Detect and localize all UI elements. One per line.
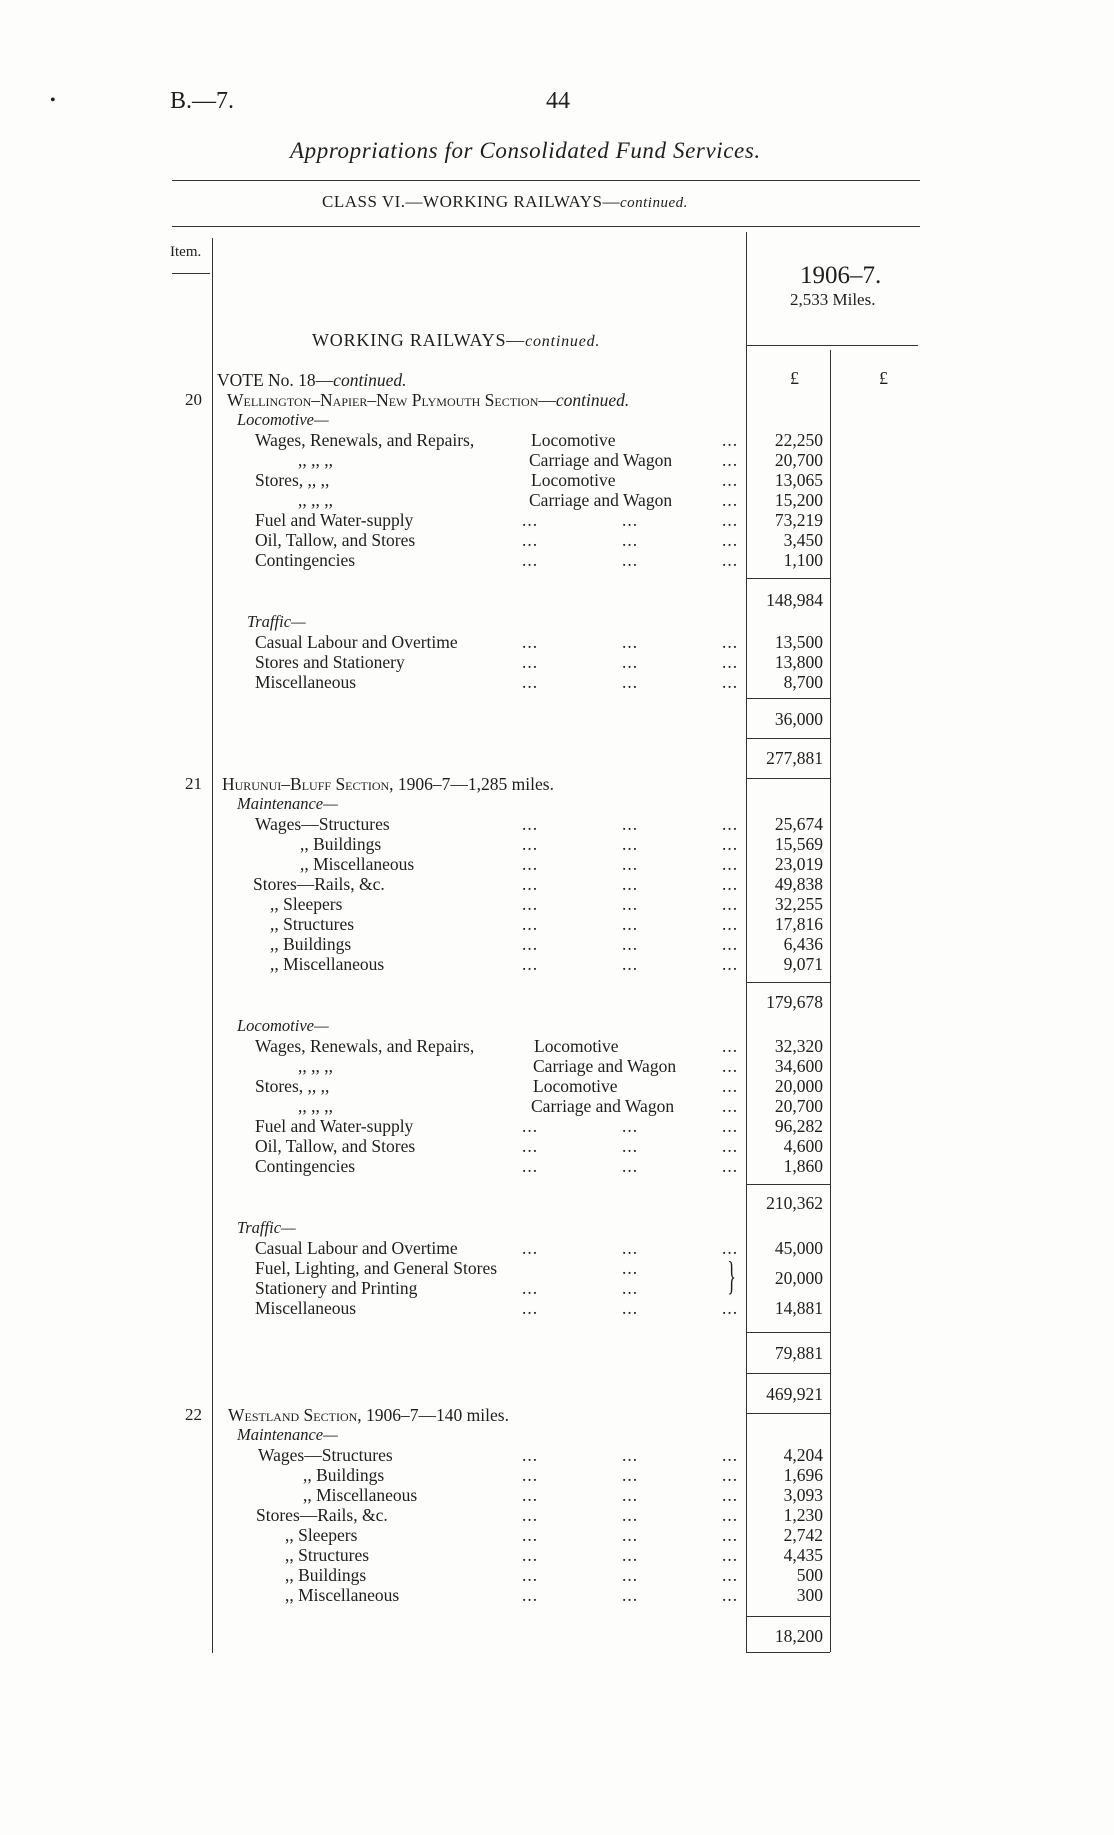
subtotal-rule [746,578,830,579]
class-heading-main: CLASS VI.—WORKING RAILWAYS— [322,192,620,211]
leader-dots: ... [622,672,639,692]
leader-dots: ... [722,1485,739,1505]
leader-dots: ... [522,1445,539,1465]
leader-dots: ... [522,1485,539,1505]
leader-dots: ... [522,854,539,874]
line-item-sublabel: Locomotive [534,1036,619,1056]
leader-dots: ... [622,1238,639,1258]
amount-divider-mid [830,350,831,1652]
item-total-amount: 469,921 [766,1384,823,1404]
line-item-label: Wages—Structures [255,814,390,834]
line-item-amount: 3,450 [783,530,823,550]
item-heading-name: Westland Section, [228,1405,362,1425]
line-item-label: Stores—Rails, &c. [256,1505,388,1525]
leader-dots: ... [622,510,639,530]
leader-dots: ... [722,632,739,652]
leader-dots: ... [722,1116,739,1136]
subtotal-rule [746,1184,830,1185]
leader-dots: ... [622,1505,639,1525]
line-item-label: ,, Structures [285,1545,370,1565]
line-item-label: ,, ,, ,, [298,490,333,510]
class-rule [172,226,920,227]
line-item-sublabel: Carriage and Wagon [529,490,673,510]
line-item-label: Casual Labour and Overtime [255,632,458,652]
line-item-amount: 45,000 [774,1238,823,1258]
line-item-amount: 1,230 [783,1505,823,1525]
line-item-label: ,, Buildings [285,1565,367,1585]
leader-dots: ... [622,914,639,934]
leader-dots: ... [522,1136,539,1156]
line-item-amount: 1,100 [783,550,823,570]
leader-dots: ... [522,874,539,894]
line-item-sublabel: Carriage and Wagon [531,1096,675,1116]
leader-dots: ... [622,1565,639,1585]
leader-dots: ... [522,1116,539,1136]
item-header-rule [172,273,210,274]
leader-dots: ... [522,1298,539,1318]
leader-dots: ... [622,652,639,672]
title-rule [172,180,920,181]
line-item-amount: 4,435 [783,1545,823,1565]
line-item-amount: 1,696 [783,1465,823,1485]
item-heading [228,1405,509,1425]
line-item-amount: 8,700 [783,672,823,692]
leader-dots: ... [622,1525,639,1545]
leader-dots: ... [622,954,639,974]
subheading-maintenance: Maintenance— [237,1425,338,1444]
line-item-label: Wages, Renewals, and Repairs, [255,430,475,450]
total-rule [746,778,830,779]
subtotal-amount: 210,362 [766,1193,823,1213]
line-item-amount: 13,065 [774,470,823,490]
subheading-traffic: Traffic— [247,612,306,631]
leader-dots: ... [722,814,739,834]
line-item-label: Contingencies [255,550,356,570]
leader-dots: ... [622,1278,639,1298]
leader-dots: ... [722,1585,739,1605]
leader-dots: ... [522,1565,539,1585]
line-item-label: Stationery and Printing [255,1278,418,1298]
subheading-maintenance: Maintenance— [237,794,338,813]
currency-sign-1: £ [790,368,799,388]
page-bullet: • [50,92,56,109]
leader-dots: ... [722,954,739,974]
subtotal-amount: 36,000 [774,709,823,729]
leader-dots: ... [522,954,539,974]
subtotal-rule [746,1332,830,1333]
line-item-amount: 6,436 [783,934,823,954]
leader-dots: ... [522,1278,539,1298]
item-column-header: Item. [170,244,202,260]
leader-dots: ... [622,1136,639,1156]
leader-dots: ... [522,814,539,834]
leader-dots: ... [722,530,739,550]
line-item-label: Fuel and Water-supply [255,510,414,530]
leader-dots: ... [622,834,639,854]
line-item-amount: 13,500 [774,632,823,652]
leader-dots: ... [522,914,539,934]
subtotal-rule [746,982,830,983]
leader-dots: ... [522,510,539,530]
leader-dots: ... [522,1585,539,1605]
leader-dots: ... [722,1076,739,1096]
vote-heading-main: VOTE No. 18— [217,370,334,390]
leader-dots: ... [722,1238,739,1258]
leader-dots: ... [722,510,739,530]
leader-dots: ... [522,632,539,652]
item-heading-name: Wellington–Napier–New Plymouth Section— [227,390,556,410]
leader-dots: ... [622,1465,639,1485]
line-item-label: Wages—Structures [258,1445,393,1465]
leader-dots: ... [722,470,739,490]
subtotal-rule [746,698,830,699]
leader-dots: ... [622,814,639,834]
leader-dots: ... [622,1116,639,1136]
leader-dots: ... [522,672,539,692]
leader-dots: ... [522,652,539,672]
class-heading [322,192,688,212]
leader-dots: ... [722,834,739,854]
leader-dots: ... [722,854,739,874]
line-item-label: Oil, Tallow, and Stores [255,530,416,550]
leader-dots: ... [722,914,739,934]
line-item-sublabel: Locomotive [533,1076,618,1096]
item-heading-italic: continued. [555,390,630,410]
leader-dots: ... [722,1505,739,1525]
miles-header: 2,533 Miles. [790,290,876,309]
section-title [312,330,600,351]
leader-dots: ... [722,1298,739,1318]
line-item-label: Miscellaneous [255,672,357,692]
item-heading-detail: 1906–7—1,285 miles. [397,774,554,794]
subtotal-amount: 79,881 [774,1343,823,1363]
item-heading [227,390,629,410]
leader-dots: ... [722,874,739,894]
item-number: 22 [185,1405,202,1424]
leader-dots: ... [622,1545,639,1565]
item-divider [212,238,213,1653]
line-item-label: Stores, ,, ,, [255,1076,330,1096]
leader-dots: ... [722,430,739,450]
leader-dots: ... [622,1485,639,1505]
line-item-label: Contingencies [255,1156,356,1176]
total-rule [746,738,830,739]
line-item-label: ,, ,, ,, [298,1056,333,1076]
line-item-amount: 20,700 [774,1096,823,1116]
line-item-label: ,, Miscellaneous [270,954,385,974]
leader-dots: ... [722,1156,739,1176]
item-number: 21 [185,774,202,793]
section-title-italic: continued. [525,333,601,350]
line-item-label: ,, Miscellaneous [303,1485,418,1505]
item-heading-name: Hurunui–Bluff Section, [222,774,394,794]
line-item-amount: 1,860 [783,1156,823,1176]
leader-dots: ... [522,834,539,854]
leader-dots: ... [622,1445,639,1465]
leader-dots: ... [722,652,739,672]
leader-dots: ... [622,1585,639,1605]
subheading-locomotive: Locomotive— [237,1016,329,1035]
line-item-amount: 4,204 [783,1445,823,1465]
line-item-label: Fuel, Lighting, and General Stores [255,1258,498,1278]
leader-dots: ... [622,854,639,874]
leader-dots: ... [622,874,639,894]
leader-dots: ... [722,672,739,692]
subheading-locomotive: Locomotive— [237,410,329,429]
line-item-sublabel: Carriage and Wagon [529,450,673,470]
leader-dots: ... [722,1545,739,1565]
page-number: 44 [546,88,570,114]
page-title: Appropriations for Consolidated Fund Services. [290,138,761,163]
vote-heading [217,370,407,391]
line-item-label: Wages, Renewals, and Repairs, [255,1036,475,1056]
subtotal-amount: 148,984 [766,590,823,610]
line-item-sublabel: Locomotive [531,470,616,490]
line-item-amount: 34,600 [774,1056,823,1076]
leader-dots: ... [722,1136,739,1156]
line-item-amount: 22,250 [774,430,823,450]
line-item-amount: 32,320 [774,1036,823,1056]
line-item-label: ,, Buildings [300,834,382,854]
line-item-amount: 73,219 [774,510,823,530]
year-header: 1906–7. [800,262,882,289]
vote-heading-italic: continued. [333,370,407,390]
leader-dots: ... [622,632,639,652]
item-total-amount: 277,881 [766,748,823,768]
line-item-label: Stores—Rails, &c. [253,874,385,894]
leader-dots: ... [722,1565,739,1585]
line-item-label: Stores and Stationery [255,652,405,672]
line-item-amount: 20,700 [774,450,823,470]
line-item-label: ,, Buildings [303,1465,385,1485]
line-item-amount: 2,742 [783,1525,823,1545]
line-item-amount: 9,071 [783,954,823,974]
leader-dots: ... [622,934,639,954]
line-item-label: ,, Sleepers [270,894,343,914]
brace: } [727,1253,736,1298]
line-item-label: Stores, ,, ,, [255,470,330,490]
item-heading-detail: 1906–7—140 miles. [366,1405,509,1425]
line-item-label: ,, Structures [270,914,355,934]
line-item-amount: 20,000 [774,1076,823,1096]
line-item-amount: 15,569 [774,834,823,854]
line-item-label: ,, ,, ,, [298,1096,333,1116]
page-ref: B.—7. [170,88,235,114]
line-item-label: Oil, Tallow, and Stores [255,1136,416,1156]
section-title-main: WORKING RAILWAYS— [312,330,526,350]
line-item-amount: 15,200 [774,490,823,510]
leader-dots: ... [622,530,639,550]
leader-dots: ... [722,1056,739,1076]
total-rule [746,1373,830,1374]
line-item-label: ,, Sleepers [285,1525,358,1545]
leader-dots: ... [522,1525,539,1545]
leader-dots: ... [522,894,539,914]
line-item-amount: 3,093 [783,1485,823,1505]
item-number: 20 [185,390,202,409]
currency-sign-2: £ [879,368,888,388]
line-item-amount: 4,600 [783,1136,823,1156]
leader-dots: ... [622,894,639,914]
leader-dots: ... [522,1505,539,1525]
line-item-amount: 49,838 [774,874,823,894]
line-item-amount: 23,019 [774,854,823,874]
line-item-label: Miscellaneous [255,1298,357,1318]
line-item-label: ,, ,, ,, [298,450,333,470]
line-item-amount: 13,800 [774,652,823,672]
leader-dots: ... [722,1465,739,1485]
line-item-sublabel: Locomotive [531,430,616,450]
leader-dots: ... [622,1298,639,1318]
line-item-amount: 25,674 [774,814,823,834]
subheading-traffic: Traffic— [237,1218,296,1237]
leader-dots: ... [722,550,739,570]
leader-dots: ... [722,1445,739,1465]
year-header-rule [746,345,918,346]
subtotal-rule [746,1616,830,1617]
line-item-label: ,, Miscellaneous [300,854,415,874]
leader-dots: ... [722,894,739,914]
line-item-amount: 14,881 [774,1298,823,1318]
line-item-label: ,, Buildings [270,934,352,954]
leader-dots: ... [722,934,739,954]
leader-dots: ... [622,550,639,570]
leader-dots: ... [522,1238,539,1258]
line-item-amount: 20,000 [774,1268,823,1288]
subtotal-rule [746,1652,830,1653]
line-item-amount: 17,816 [774,914,823,934]
leader-dots: ... [522,1156,539,1176]
leader-dots: ... [522,530,539,550]
item-heading [222,774,554,794]
leader-dots: ... [722,1096,739,1116]
leader-dots: ... [722,1036,739,1056]
leader-dots: ... [522,550,539,570]
leader-dots: ... [522,1545,539,1565]
leader-dots: ... [722,1525,739,1545]
leader-dots: ... [722,490,739,510]
line-item-label: Fuel and Water-supply [255,1116,414,1136]
leader-dots: ... [722,450,739,470]
line-item-amount: 300 [796,1585,823,1605]
leader-dots: ... [622,1156,639,1176]
class-heading-italic: continued. [619,195,688,211]
leader-dots: ... [522,1465,539,1485]
line-item-label: Casual Labour and Overtime [255,1238,458,1258]
line-item-label: ,, Miscellaneous [285,1585,400,1605]
line-item-amount: 500 [796,1565,823,1585]
leader-dots: ... [622,1258,639,1278]
line-item-amount: 32,255 [774,894,823,914]
total-rule [746,1413,830,1414]
subtotal-amount: 179,678 [766,992,823,1012]
subtotal-amount: 18,200 [774,1626,823,1646]
line-item-sublabel: Carriage and Wagon [533,1056,677,1076]
leader-dots: ... [522,934,539,954]
line-item-amount: 96,282 [774,1116,823,1136]
